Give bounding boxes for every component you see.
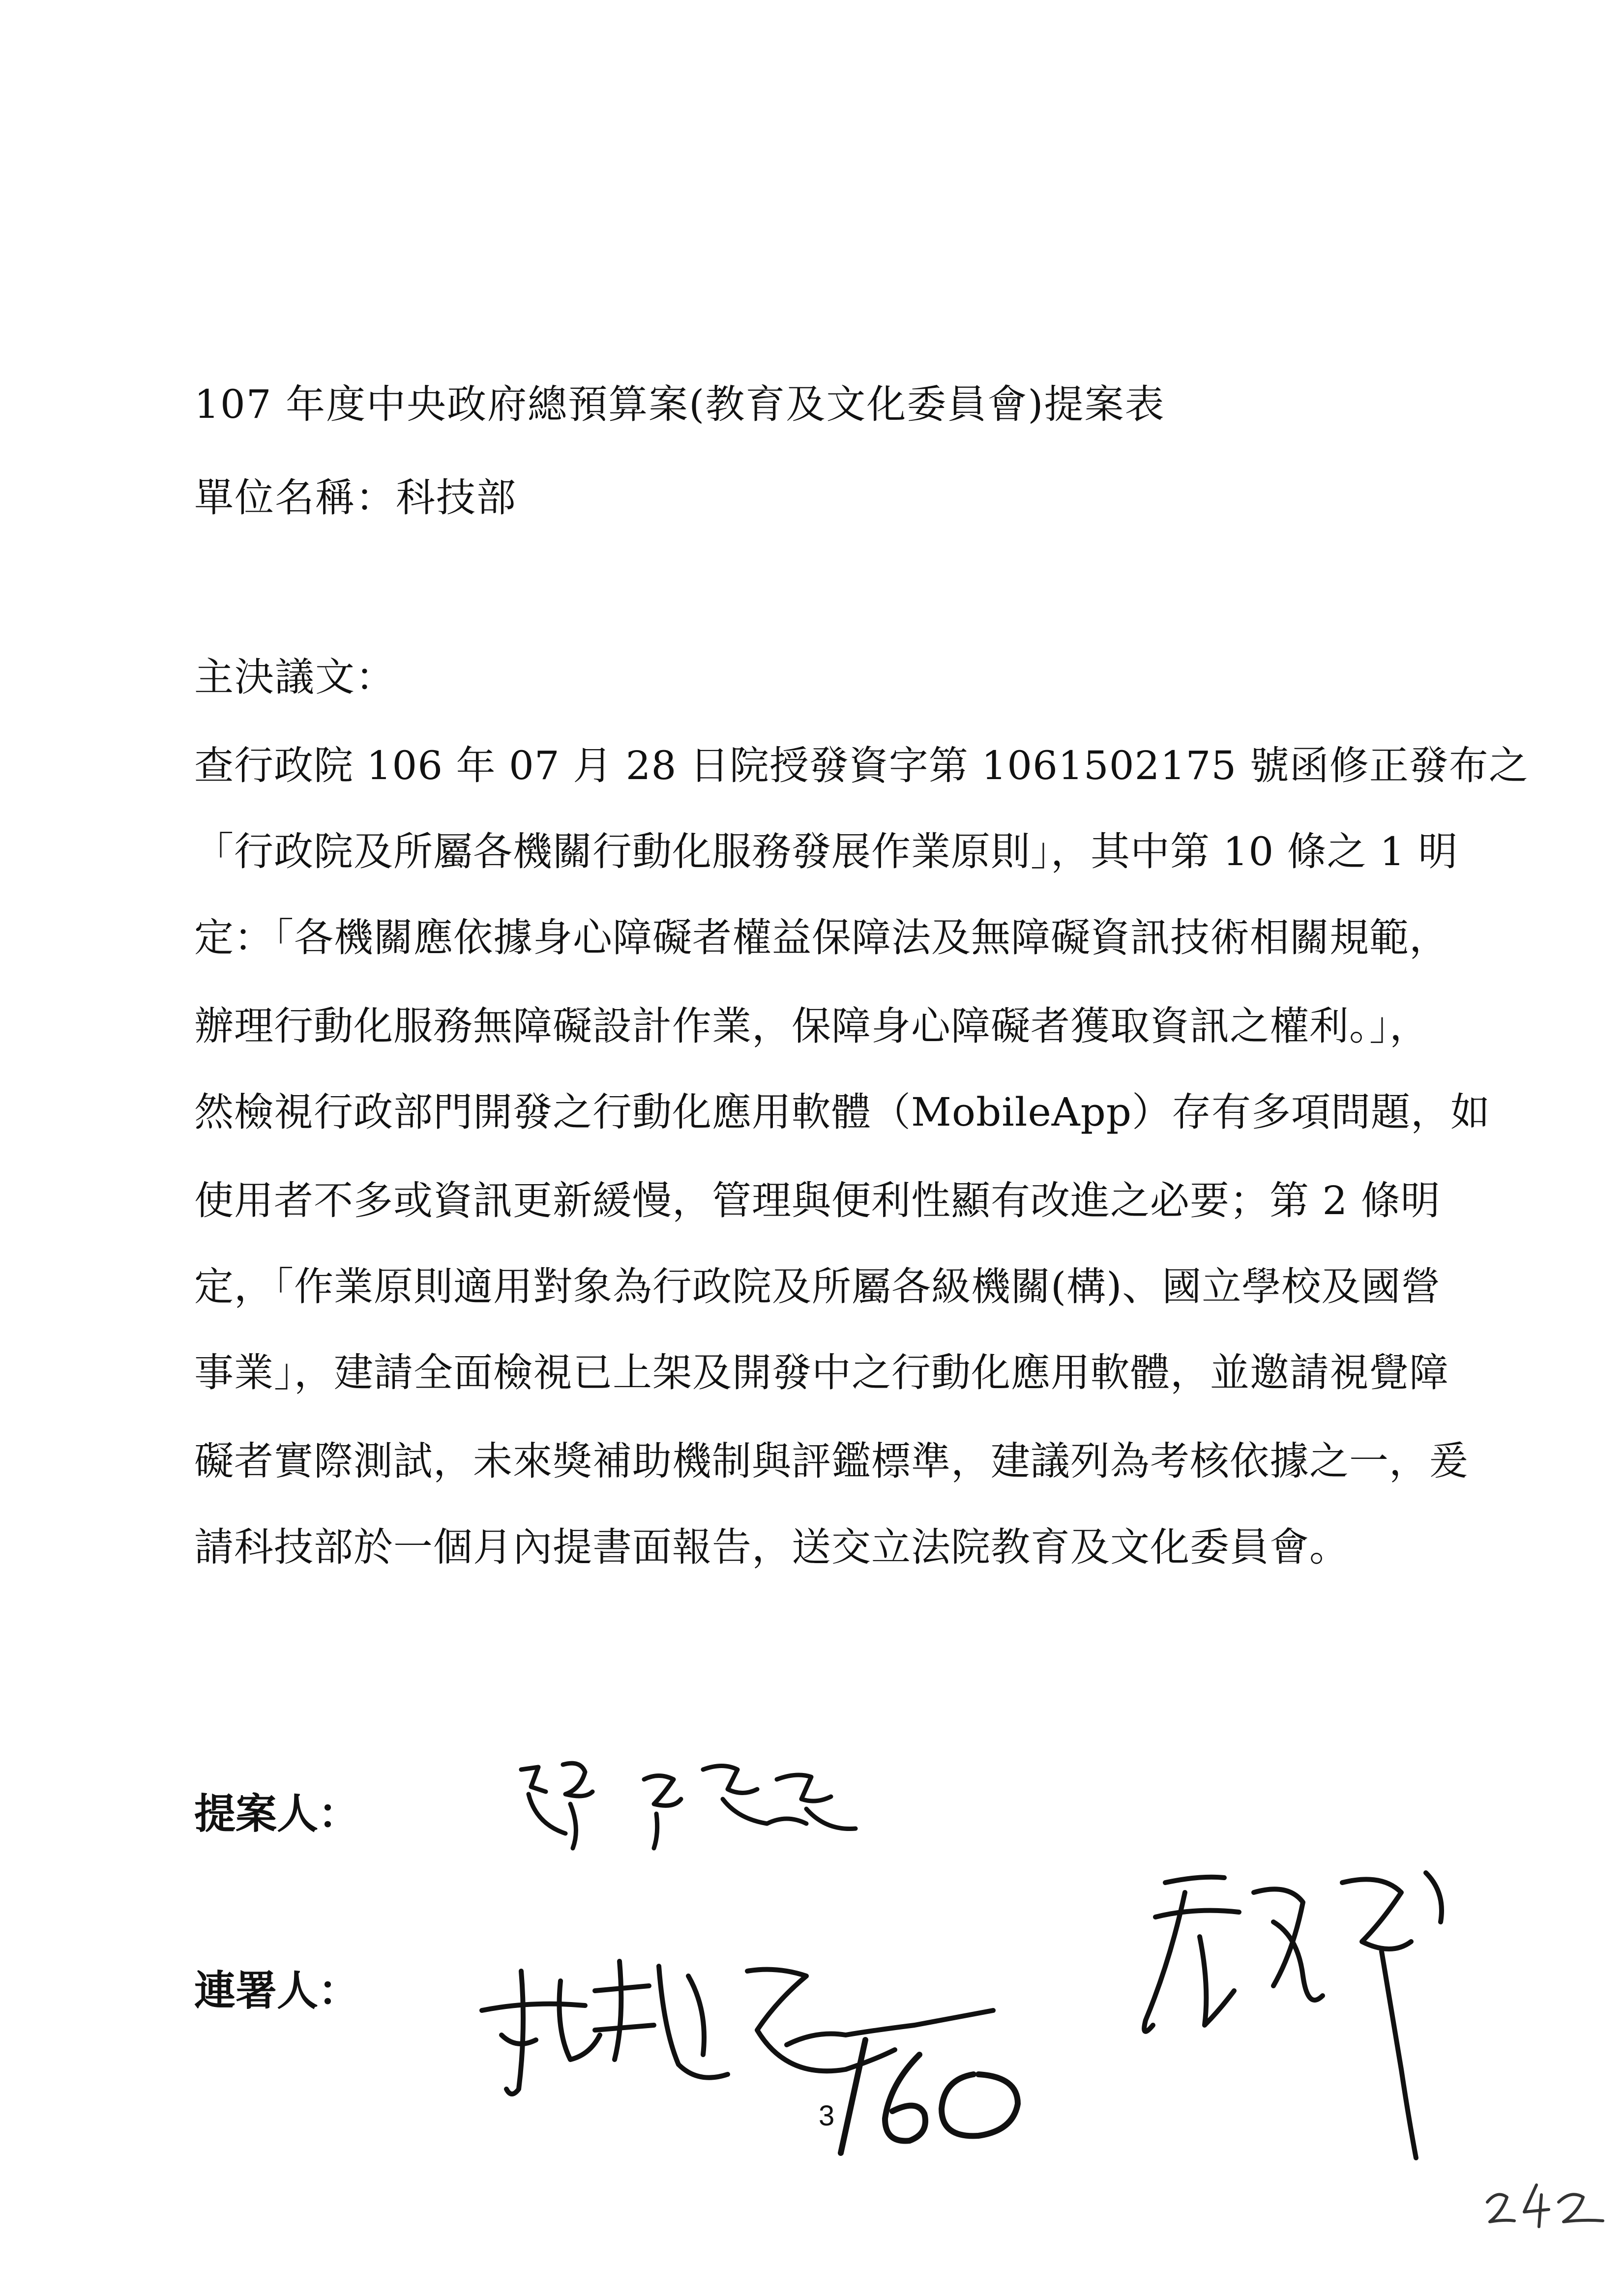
body-line: 請科技部於一個月內提書面報告，送交立法院教育及文化委員會。 [194,1524,1349,1570]
page-number: 3 [819,2100,835,2132]
body-line: 然檢視行政部門開發之行動化應用軟體（MobileApp）存有多項問題，如 [194,1089,1490,1135]
body-line: 定，「作業原則適用對象為行政院及所屬各級機關(構)、國立學校及國營 [194,1264,1441,1309]
body-line: 查行政院 106 年 07 月 28 日院授發資字第 1061502175 號函修正發布之 [194,743,1529,788]
handwritten-page-number [836,2030,1042,2158]
resolution-heading: 主決議文： [194,654,396,700]
body-line: 事業」，建請全面檢視已上架及開發中之行動化應用軟體，並邀請視覺障 [194,1350,1449,1395]
body-line: 礙者實際測試，未來獎補助機制與評鑑標準，建議列為考核依據之一，爰 [194,1438,1469,1484]
cosigner-signature [1126,1863,1480,2168]
proposer-signature [511,1750,865,1858]
unit-name: 單位名稱：科技部 [194,475,517,521]
cosigner-label: 連署人： [194,1967,360,2015]
body-line: 使用者不多或資訊更新緩慢，管理與便利性顯有改進之必要；第 2 條明 [194,1178,1441,1223]
handwritten-corner-mark [1485,2178,1608,2232]
body-line: 辦理行動化服務無障礙設計作業，保障身心障礙者獲取資訊之權利。」， [194,1003,1429,1049]
document-title: 107 年度中央政府總預算案(教育及文化委員會)提案表 [194,381,1165,427]
proposer-label: 提案人： [194,1790,360,1838]
body-line: 定：「各機關應依據身心障礙者權益保障法及無障礙資訊技術相關規範， [194,915,1449,960]
body-line: 「行政院及所屬各機關行動化服務發展作業原則」，其中第 10 條之 1 明 [194,829,1458,874]
